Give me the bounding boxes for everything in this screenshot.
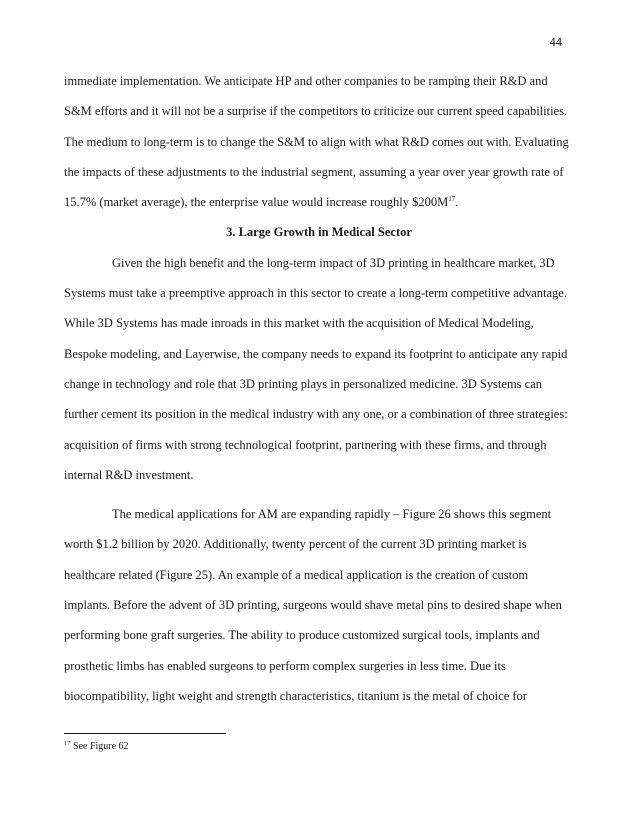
footnote-divider	[64, 733, 226, 734]
continuation-text: immediate implementation. We anticipate HP and other companies to be ramping their R&D and S&M efforts and it will not be a surprise if the competitors to criticize our current speed capabilities. The medium to long-term is to change the S&M to align with what R&D comes out with. Evaluating the impacts of these adjustments to the industrial segment, assuming a year over year growth rate of 15.7% (market average), the enterprise value would increase roughly $200M	[64, 74, 569, 210]
footnote-reference[interactable]: 17	[448, 195, 456, 204]
paragraph-medical-strategy: Given the high benefit and the long-term impact of 3D printing in healthcare market, 3D Systems must take a preemptive approach in this sector to create a long-term competitive advantage. While 3D Systems has made inroads in this market with the acquisition of Medical Modeling, Bespoke modeling, and Layerwise, the company needs to expand its footprint to anticipate any rapid change in technology and role that 3D printing plays in personalized medicine. 3D Systems can further cement its position in the medical industry with any one, or a combination of three strategies: acquisition of firms with strong technological footprint, partnering with these firms, and through internal R&D investment.	[64, 255, 568, 482]
body-text	[64, 66, 574, 711]
footnote-number: 17	[64, 740, 71, 747]
page-number: 44	[549, 35, 562, 49]
paragraph-medical-applications: The medical applications for AM are expanding rapidly – Figure 26 shows this segment worth $1.2 billion by 2020. Additionally, twenty percent of the current 3D printing market is healthcare related (Figure 25). An example of a medical application is the creation of custom implants. Before the advent of 3D printing, surgeons would shave metal pins to desired shape when performing bone graft surgeries. The ability to produce customized surgical tools, implants and prosthetic limbs has enabled surgeons to perform complex surgeries in less time. Due its biocompatibility, light weight and strength characteristics, titanium is the metal of choice for	[64, 507, 562, 703]
continuation-end: .	[455, 195, 459, 210]
footnote-text: See Figure 62	[73, 741, 129, 752]
footnote	[64, 740, 129, 754]
section-heading: 3. Large Growth in Medical Sector	[226, 225, 412, 240]
continuation-paragraph	[64, 66, 574, 217]
